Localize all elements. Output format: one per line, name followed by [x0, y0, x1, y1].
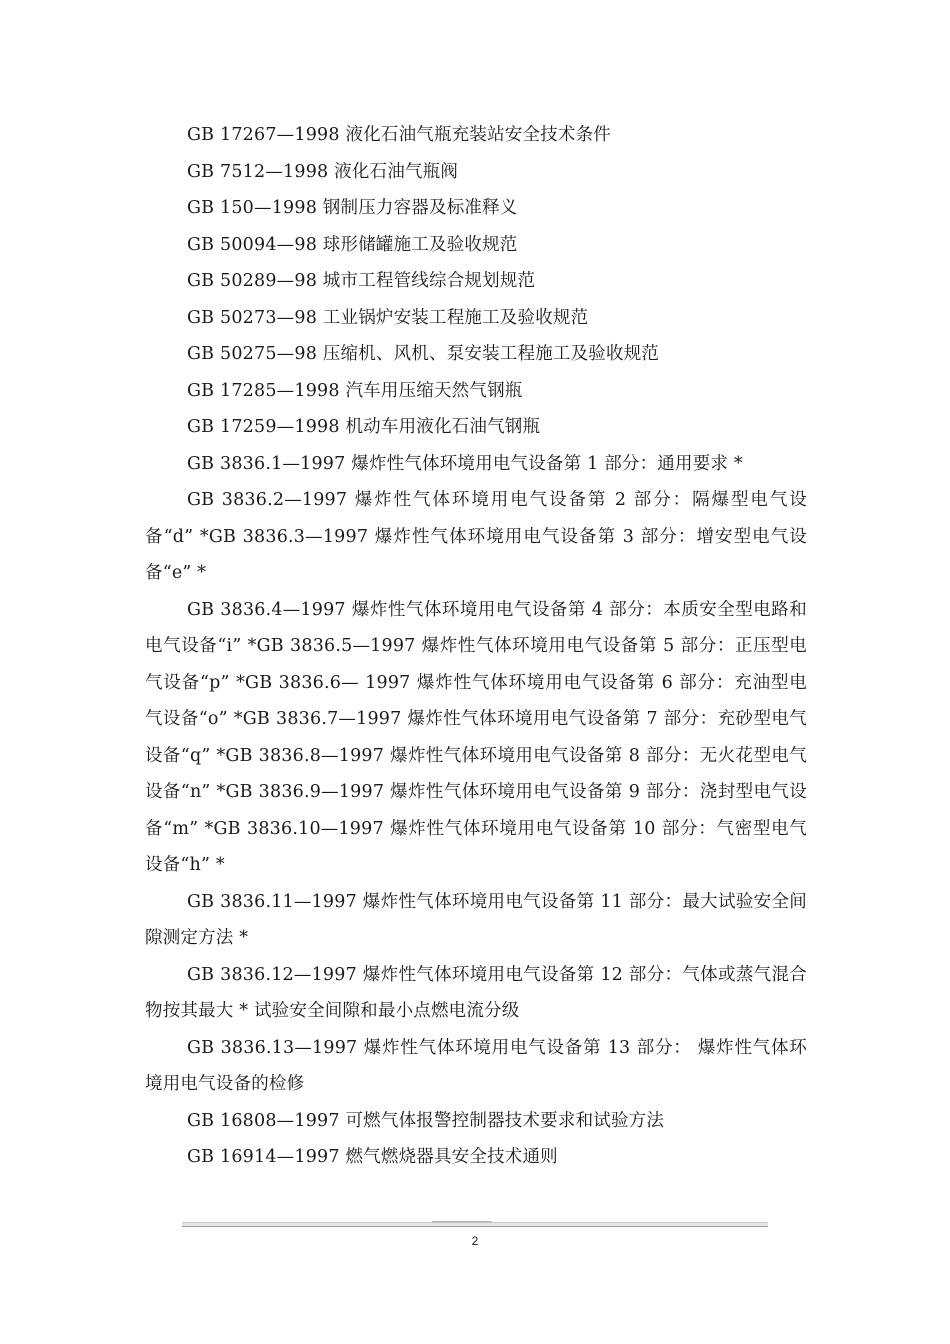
standards-list — [145, 117, 807, 1176]
standard-entry: GB 50275—98 压缩机、风机、泵安装工程施工及验收规范 — [187, 344, 660, 364]
standard-entry: GB 16808—1997 可燃气体报警控制器技术要求和试验方法 — [187, 1110, 665, 1131]
standard-entry: GB 16914—1997 燃气燃烧器具安全技术通则 — [187, 1147, 558, 1167]
standard-entry: GB 50094—98 球形储罐施工及验收规范 — [187, 234, 518, 255]
footer-divider-accent — [432, 1221, 492, 1223]
standard-entry: GB 50289—98 城市工程管线综合规划规范 — [187, 271, 536, 291]
footer-divider — [182, 1222, 768, 1227]
standard-entry: GB 150—1998 钢制压力容器及标准释义 — [187, 198, 518, 218]
standard-entry: GB 3836.11—1997 爆炸性气体环境用电气设备第 11 部分：最大试验安全间隙测定方法 * — [145, 891, 807, 948]
standard-entry: GB 17267—1998 液化石油气瓶充装站安全技术条件 — [187, 125, 611, 145]
standard-entry: GB 17285—1998 汽车用压缩天然气钢瓶 — [187, 380, 523, 401]
standard-entry: GB 7512—1998 液化石油气瓶阀 — [187, 161, 459, 182]
standard-entry: GB 3836.4—1997 爆炸性气体环境用电气设备第 4 部分：本质安全型电路和电气设备“i” *GB 3836.5—1997 爆炸性气体环境用电气设备第 5 部分：正压型电气设备“p” *GB 3836.6— 1997 爆炸性气体环境用电气设备第 6 部分：充油型电气设备“o” *GB 3836.7—1997 爆炸性气体环境用电气设备第 7 部分：充砂型电气设备“q” *GB 3836.8—1997 爆炸性气体环境用电气设备第 8 部分：无火花型电气设备“n” *GB 3836.9—1997 爆炸性气体环境用电气设备第 9 部分：浇封型电气设备“m” *GB 3836.10—1997 爆炸性气体环境用电气设备第 10 部分：气密型电气设备“h” * — [145, 599, 807, 875]
standard-entry: GB 3836.12—1997 爆炸性气体环境用电气设备第 12 部分：气体或蒸气混合物按其最大 * 试验安全间隙和最小点燃电流分级 — [145, 964, 807, 1021]
standard-entry: GB 50273—98 工业锅炉安装工程施工及验收规范 — [187, 307, 589, 328]
standard-entry: GB 3836.2—1997 爆炸性气体环境用电气设备第 2 部分：隔爆型电气设备“d” *GB 3836.3—1997 爆炸性气体环境用电气设备第 3 部分：增安型电气设备“e” * — [145, 490, 807, 583]
standard-entry: GB 17259—1998 机动车用液化石油气钢瓶 — [187, 417, 541, 437]
standard-entry: GB 3836.13—1997 爆炸性气体环境用电气设备第 13 部分： 爆炸性气体环境用电气设备的检修 — [145, 1037, 807, 1094]
page-number: 2 — [471, 1234, 479, 1248]
standard-entry: GB 3836.1—1997 爆炸性气体环境用电气设备第 1 部分：通用要求 * — [187, 453, 743, 474]
